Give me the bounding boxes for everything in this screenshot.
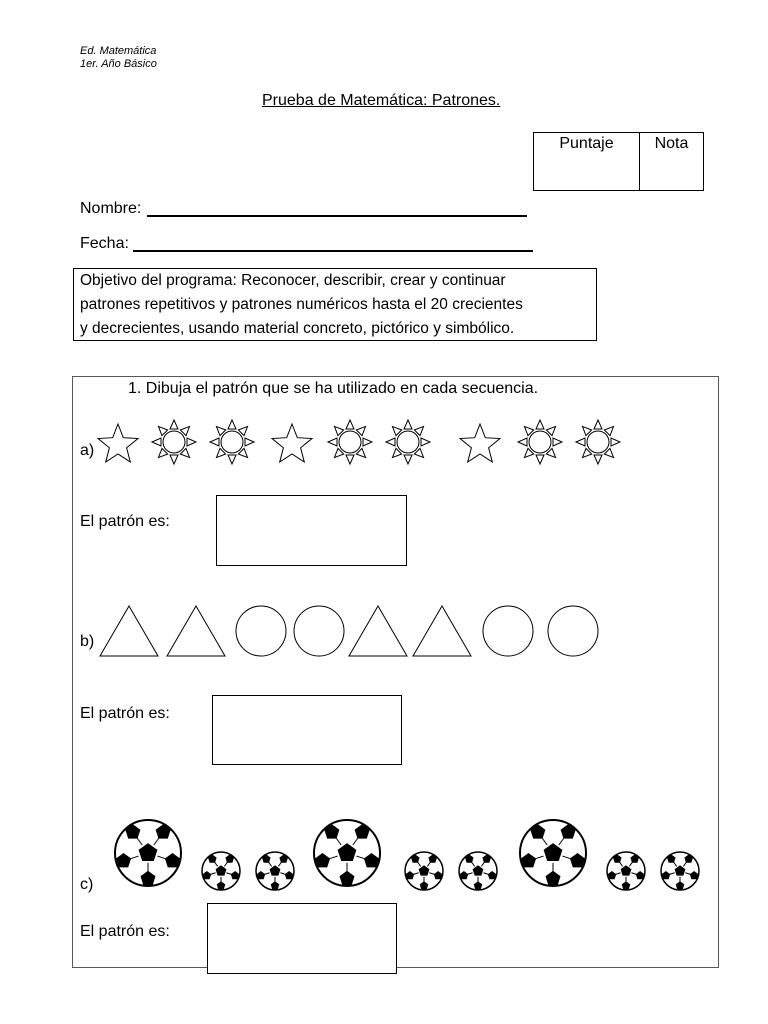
soccer-ball-icon (661, 852, 699, 890)
item-c-answer-label: El patrón es: (80, 923, 170, 940)
grade-label: 1er. Año Básico (80, 58, 157, 70)
objective-line-2: patrones repetitivos y patrones numéricos hasta el 20 crecientes (80, 296, 523, 313)
item-a-answer-label: El patrón es: (80, 513, 170, 530)
exercise-instruction: 1. Dibuja el patrón que se ha utilizado en cada secuencia. (128, 380, 539, 397)
date-field-label: Fecha: (80, 235, 129, 252)
objective-line-1: Objetivo del programa: Reconocer, describir, crear y continuar (80, 272, 506, 289)
item-b-label: b) (80, 633, 95, 650)
subject-label: Ed. Matemática (80, 45, 157, 57)
soccer-ball-icon (314, 820, 380, 886)
item-b-answer-label: El patrón es: (80, 705, 170, 722)
objective-line-3: y decrecientes, usando material concreto, pictórico y simbólico. (80, 320, 515, 337)
name-field-label: Nombre: (80, 200, 142, 217)
soccer-ball-icon (202, 852, 240, 890)
item-c-answer-box[interactable] (207, 903, 397, 974)
soccer-ball-icon (607, 852, 645, 890)
page-title: Prueba de Matemática: Patrones. (262, 92, 501, 109)
grade-label-cell: Nota (654, 135, 689, 152)
soccer-ball-icon (256, 852, 294, 890)
soccer-ball-icon (405, 852, 443, 890)
score-label: Puntaje (559, 135, 614, 152)
item-a-label: a) (80, 442, 95, 459)
item-c-label: c) (80, 876, 94, 893)
soccer-ball-icon (115, 820, 181, 886)
soccer-ball-icon (520, 820, 586, 886)
soccer-ball-icon (459, 852, 497, 890)
